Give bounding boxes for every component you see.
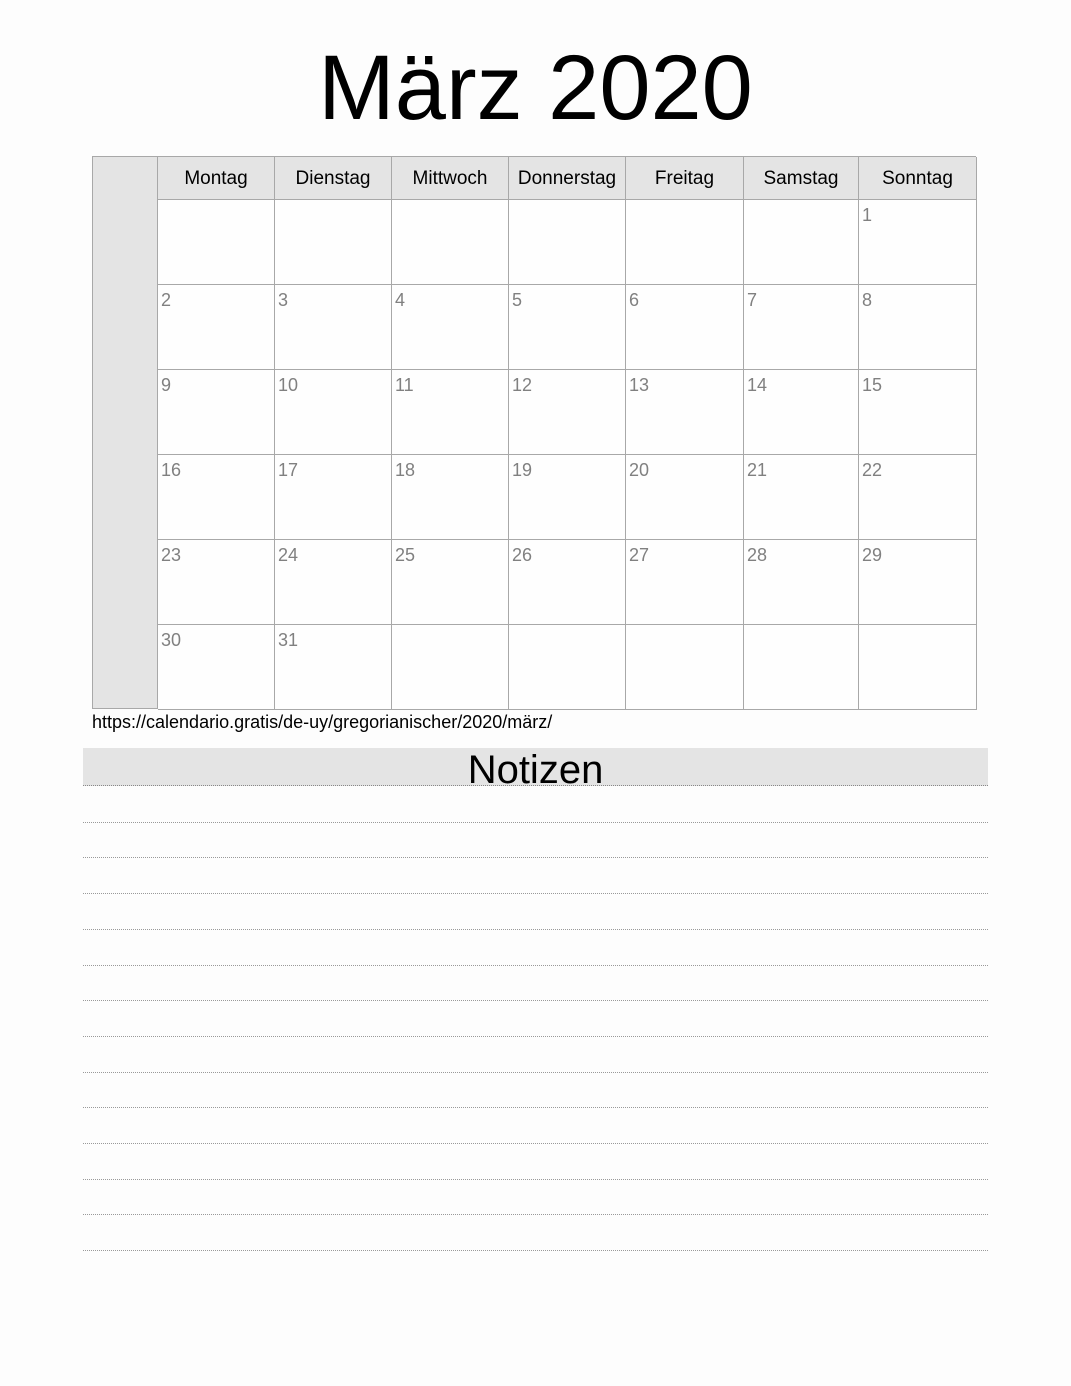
calendar-grid — [92, 156, 976, 709]
day-number: 7 — [747, 290, 758, 310]
day-number: 21 — [747, 460, 768, 480]
day-number: 30 — [161, 630, 182, 650]
day-cell[interactable] — [509, 285, 626, 370]
day-number: 3 — [278, 290, 289, 310]
day-cell[interactable] — [509, 540, 626, 625]
day-cell[interactable] — [859, 200, 977, 285]
day-cell[interactable] — [859, 455, 977, 540]
day-number: 19 — [512, 460, 533, 480]
day-cell[interactable] — [275, 200, 392, 285]
note-line — [83, 1000, 988, 1001]
day-cell[interactable] — [626, 285, 744, 370]
day-cell[interactable] — [158, 540, 275, 625]
day-number: 23 — [161, 545, 182, 565]
day-number: 27 — [629, 545, 650, 565]
weekday-header: Freitag — [626, 157, 744, 200]
day-cell[interactable] — [626, 200, 744, 285]
day-cell[interactable] — [626, 540, 744, 625]
note-line — [83, 822, 988, 823]
day-cell[interactable] — [859, 370, 977, 455]
day-cell[interactable] — [392, 455, 509, 540]
page-title: März 2020 — [318, 37, 753, 139]
day-number: 14 — [747, 375, 768, 395]
weekday-header: Montag — [158, 157, 275, 200]
day-number: 10 — [278, 375, 299, 395]
day-number: 29 — [862, 545, 883, 565]
weekday-header: Dienstag — [275, 157, 392, 200]
day-number: 5 — [512, 290, 523, 310]
day-number: 20 — [629, 460, 650, 480]
day-number: 11 — [395, 375, 414, 395]
note-line — [83, 1036, 988, 1037]
note-line — [83, 1179, 988, 1180]
day-cell[interactable] — [158, 370, 275, 455]
day-cell[interactable] — [859, 625, 977, 710]
note-line — [83, 1214, 988, 1215]
day-cell[interactable] — [509, 200, 626, 285]
day-number: 8 — [862, 290, 873, 310]
note-line — [83, 1143, 988, 1144]
day-number: 13 — [629, 375, 650, 395]
day-number: 18 — [395, 460, 416, 480]
day-cell[interactable] — [392, 540, 509, 625]
day-number: 4 — [395, 290, 406, 310]
day-number: 28 — [747, 545, 768, 565]
day-cell[interactable] — [392, 370, 509, 455]
day-cell[interactable] — [158, 625, 275, 710]
day-number: 31 — [278, 630, 299, 650]
day-cell[interactable] — [859, 285, 977, 370]
day-cell[interactable] — [392, 285, 509, 370]
day-number: 2 — [161, 290, 172, 310]
day-cell[interactable] — [275, 625, 392, 710]
week-number-column — [93, 157, 158, 708]
day-cell[interactable] — [275, 540, 392, 625]
weekday-header: Sonntag — [859, 157, 977, 200]
note-line — [83, 1072, 988, 1073]
day-cell[interactable] — [744, 370, 859, 455]
source-url[interactable]: https://calendario.gratis/de-uy/gregorianischer/2020/märz/ — [92, 712, 553, 732]
day-cell[interactable] — [158, 285, 275, 370]
day-cell[interactable] — [275, 285, 392, 370]
day-cell[interactable] — [509, 370, 626, 455]
day-number: 22 — [862, 460, 883, 480]
day-cell[interactable] — [275, 370, 392, 455]
day-number: 6 — [629, 290, 640, 310]
day-number: 9 — [161, 375, 172, 395]
day-cell[interactable] — [626, 455, 744, 540]
weekday-header: Mittwoch — [392, 157, 509, 200]
note-line — [83, 1250, 988, 1251]
note-line — [83, 1107, 988, 1108]
day-cell[interactable] — [744, 455, 859, 540]
day-cell[interactable] — [275, 455, 392, 540]
day-cell[interactable] — [859, 540, 977, 625]
note-line — [83, 857, 988, 858]
notes-heading: Notizen — [83, 748, 988, 786]
day-cell[interactable] — [744, 625, 859, 710]
day-cell[interactable] — [392, 200, 509, 285]
day-cell[interactable] — [158, 455, 275, 540]
day-cell[interactable] — [626, 625, 744, 710]
day-number: 25 — [395, 545, 416, 565]
weekday-header: Donnerstag — [509, 157, 626, 200]
day-cell[interactable] — [509, 625, 626, 710]
note-line — [83, 965, 988, 966]
day-cell[interactable] — [744, 540, 859, 625]
note-line — [83, 929, 988, 930]
day-cell[interactable] — [744, 200, 859, 285]
note-line — [83, 893, 988, 894]
day-cell[interactable] — [626, 370, 744, 455]
day-number: 26 — [512, 545, 533, 565]
day-number: 1 — [862, 205, 873, 225]
day-number: 24 — [278, 545, 299, 565]
day-number: 15 — [862, 375, 883, 395]
weekday-header: Samstag — [744, 157, 859, 200]
day-number: 16 — [161, 460, 182, 480]
day-number: 12 — [512, 375, 533, 395]
day-number: 17 — [278, 460, 299, 480]
day-cell[interactable] — [158, 200, 275, 285]
day-cell[interactable] — [392, 625, 509, 710]
day-cell[interactable] — [509, 455, 626, 540]
day-cell[interactable] — [744, 285, 859, 370]
